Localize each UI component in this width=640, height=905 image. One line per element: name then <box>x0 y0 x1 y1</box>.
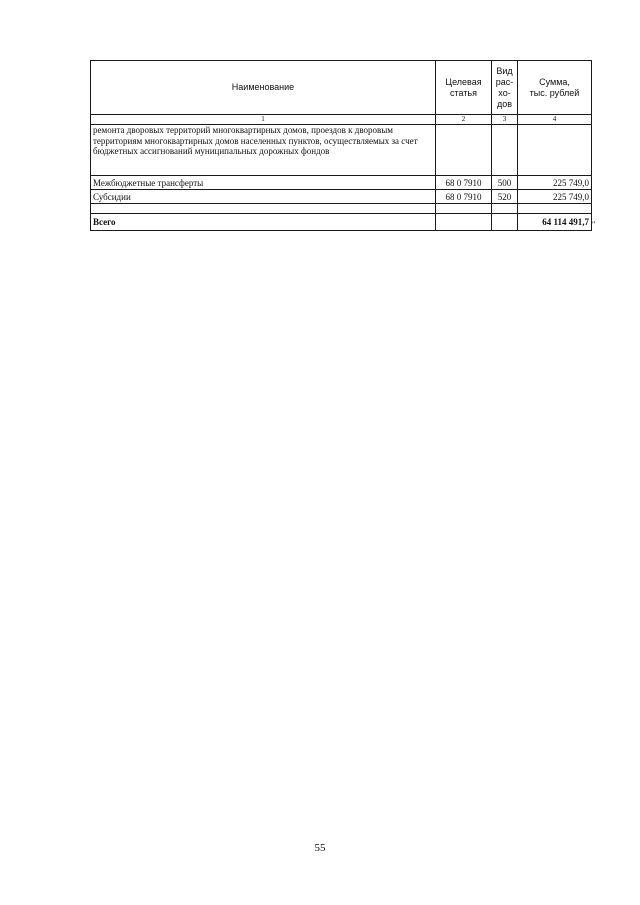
page-number: 55 <box>314 842 326 854</box>
empty-cell <box>436 214 492 231</box>
total-row <box>91 214 592 231</box>
total-label: Всего <box>91 214 436 231</box>
empty-cell <box>518 204 592 214</box>
row-sum: 225 749,0 <box>518 190 592 204</box>
column-number-row <box>91 115 592 125</box>
column-number: 2 <box>436 115 492 125</box>
column-number: 1 <box>91 115 436 125</box>
row-sum: 225 749,0 <box>518 176 592 190</box>
table-header-row <box>91 61 592 115</box>
header-kind: Вид рас- хо- дов <box>492 61 518 115</box>
row-name: Межбюджетные трансферты <box>91 176 436 190</box>
column-number: 4 <box>518 115 592 125</box>
empty-cell <box>436 125 492 176</box>
description-row <box>91 125 592 176</box>
row-target: 68 0 7910 <box>436 176 492 190</box>
header-target: Целевая статья <box>436 61 492 115</box>
empty-cell <box>518 125 592 176</box>
empty-cell <box>492 204 518 214</box>
empty-cell <box>436 204 492 214</box>
table-row <box>91 190 592 204</box>
row-name: Субсидии <box>91 190 436 204</box>
empty-cell <box>492 214 518 231</box>
description-text: ремонта дворовых территорий многоквартирных домов, проездов к дворовым территориям многоквартирных домов населенных пунктов, осуществляемых за счет бюджетных ассигнований муниципальных дорожных фондов <box>91 125 436 176</box>
empty-cell <box>91 204 436 214</box>
table-row <box>91 176 592 190</box>
closing-quote: " <box>592 220 596 229</box>
budget-table <box>90 60 592 231</box>
row-target: 68 0 7910 <box>436 190 492 204</box>
total-sum: 64 114 491,7 <box>518 214 592 231</box>
empty-cell <box>492 125 518 176</box>
row-kind: 520 <box>492 190 518 204</box>
column-number: 3 <box>492 115 518 125</box>
spacer-row <box>91 204 592 214</box>
header-name: Наименование <box>91 61 436 115</box>
header-sum: Сумма, тыс. рублей <box>518 61 592 115</box>
row-kind: 500 <box>492 176 518 190</box>
